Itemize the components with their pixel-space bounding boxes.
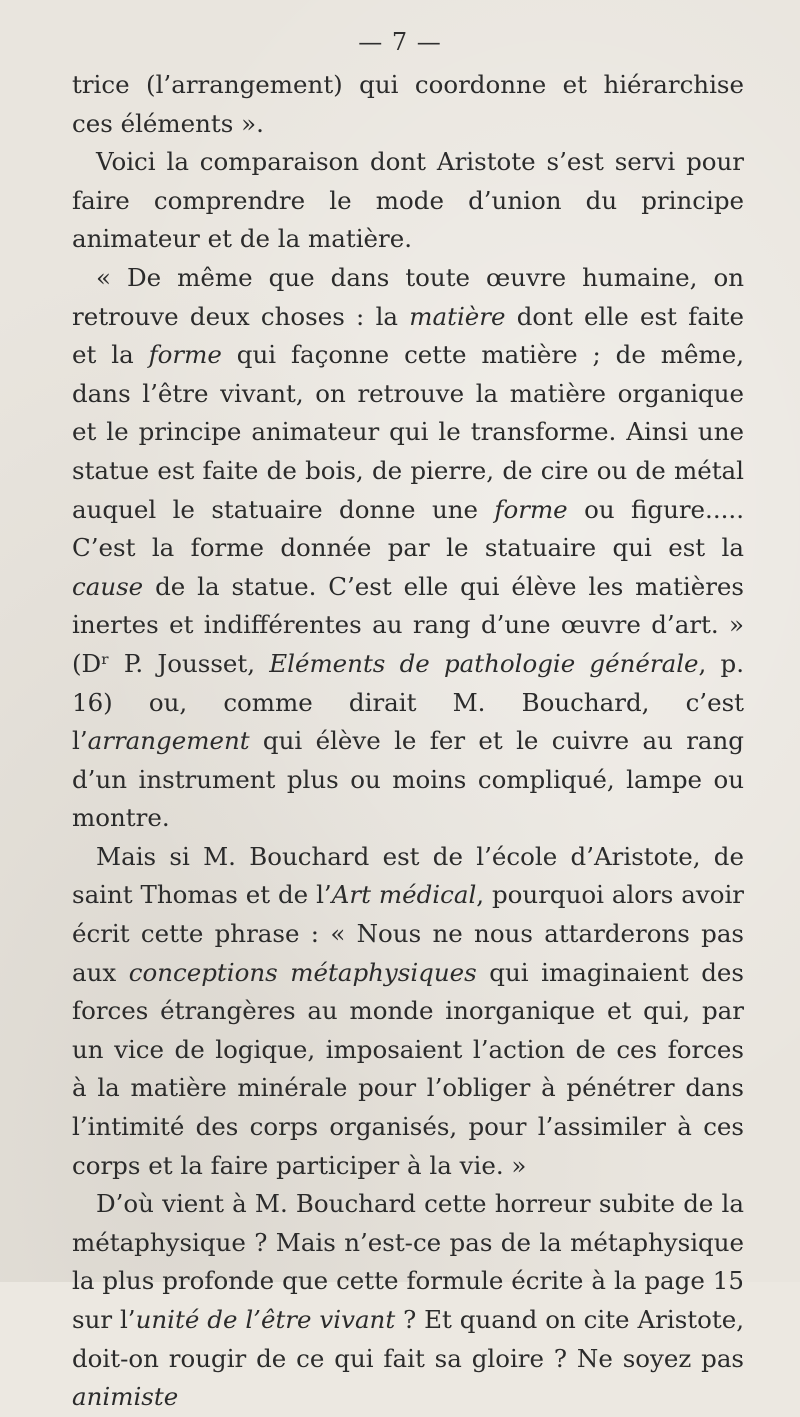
text-run: ? Et quand on cite Aristote, doit-on rougir de ce qui fait sa gloire ? Ne soyez pas [72, 1305, 744, 1373]
text-run: « De même que dans toute œuvre humaine, on retrouve deux choses : la [72, 262, 744, 331]
text-run: , pourquoi alors avoir écrit cette phrase : « Nous ne nous attarderons pas aux [72, 880, 744, 987]
text-run: Voici la comparaison dont Aristote s’est servi pour faire comprendre le mode d’union du principe animateur et de la matière. [72, 147, 744, 254]
text-run: ou figure..... C’est la forme donnée par le statuaire qui est la [72, 494, 744, 563]
italic-text: conceptions métaphysiques [128, 957, 477, 987]
paragraph [72, 838, 744, 1185]
italic-text: forme [494, 494, 568, 524]
text-run: de la statue. C’est elle qui élève les matières inertes et indifférentes au rang d’une œuvre d’art. » (Dʳ P. Jousset, [72, 571, 744, 678]
text-run: dont elle est faite et la [72, 301, 744, 370]
text-run: qui façonne cette matière ; de même, dans l’être vivant, on retrouve la matière organique et le principe animateur qui le transforme. Ainsi une statue est faite de bois, de pierre, de cire ou de métal auquel le statuaire donne une [72, 340, 744, 524]
italic-text: Art médical [331, 880, 477, 910]
italic-text: forme [148, 340, 222, 370]
page-number: — 7 — [358, 28, 442, 56]
italic-text: cause [72, 571, 144, 601]
italic-text: arrangement [87, 726, 250, 756]
text-run: trice (l’arrangement) qui coordonne et hiérarchise ces éléments ». [72, 70, 744, 138]
text-run: D’où vient à M. Bouchard cette horreur subite de la métaphysique ? Mais n’est-ce pas de la métaphysique la plus profonde que cette formule écrite à la page 15 sur l’ [72, 1189, 744, 1334]
italic-text: unité de l’être vivant [135, 1305, 396, 1334]
italic-text: matière [409, 301, 506, 331]
body-text [72, 66, 744, 1417]
paragraph [72, 143, 744, 259]
paragraph [72, 259, 744, 838]
paragraph [72, 1185, 744, 1417]
italic-text: Eléments de pathologie générale [269, 648, 699, 678]
text-run: qui imaginaient des forces étrangères au monde inorganique et qui, par un vice de logique, imposaient l’action de ces forces à la matière minérale pour l’obliger à pénétrer dans l’intimité des corps organisés, pour l’assimiler à ces corps et la faire participer à la vie. » [72, 957, 744, 1180]
text-run: , p. 16) ou, comme dirait M. Bouchard, c’est l’ [72, 648, 745, 756]
italic-text: animiste [72, 1382, 179, 1412]
text-run: qui élève le fer et le cuivre au rang d’un instrument plus ou moins compliqué, lampe ou montre. [72, 726, 744, 833]
text-run: Mais si M. Bouchard est de l’école d’Aristote, de saint Thomas et de l’ [72, 841, 744, 910]
paragraph [72, 66, 744, 143]
